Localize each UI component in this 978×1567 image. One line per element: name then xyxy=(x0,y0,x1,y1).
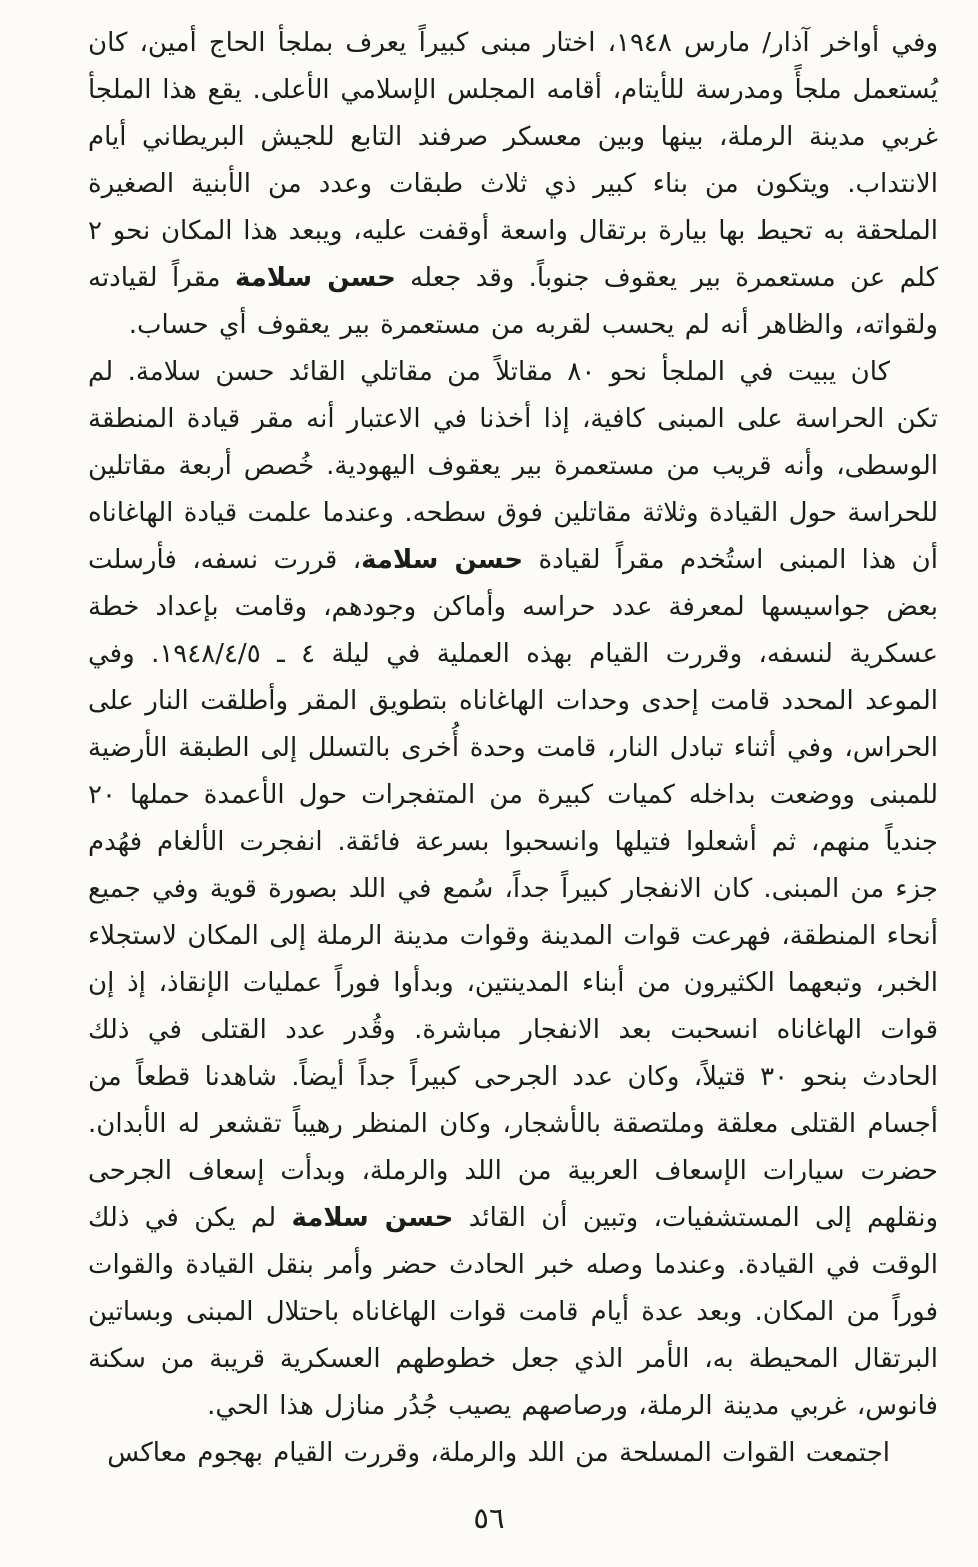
text-block xyxy=(88,20,938,1477)
text-segment: لم يكن في ذلك الوقت في القيادة. وعندما وصله خبر الحادث حضر وأمر بنقل القيادة والقوات فوراً من المكان. وبعد عدة أيام قامت قوات الهاغاناه باحتلال المبنى وبساتين البرتقال المحيطة به، الأمر الذي جعل خطوطهم العسكرية قريبة من سكنة فانوس، غربي مدينة الرملة، ورصاصهم يصيب جُدُر منازل هذا الحي. xyxy=(88,1203,938,1421)
bold-name-text: حسن سلامة xyxy=(361,545,524,575)
text-segment: اجتمعت القوات المسلحة من اللد والرملة، وقررت القيام بهجوم معاكس xyxy=(107,1438,890,1468)
text-segment: كان يبيت في الملجأ نحو ٨٠ مقاتلاً من مقاتلي القائد حسن سلامة. لم تكن الحراسة على المبنى كافية، إذا أخذنا في الاعتبار أنه مقر قيادة المنطقة الوسطى، وأنه قريب من مستعمرة بير يعقوف اليهودية. خُصص أربعة مقاتلين للحراسة حول القيادة وثلاثة مقاتلين فوق سطحه. وعندما علمت قيادة الهاغاناه أن هذا المبنى استُخدم مقراً لقيادة xyxy=(88,357,938,575)
text-segment: مقراً لقيادته ولقواته، والظاهر أنه لم يحسب لقربه من مستعمرة بير يعقوف أي حساب. xyxy=(88,263,938,340)
text-segment: وفي أواخر آذار/ مارس ١٩٤٨، اختار مبنى كبيراً يعرف بملجأ الحاج أمين، كان يُستعمل ملجأً ومدرسة للأيتام، أقامه المجلس الإسلامي الأعلى. يقع هذا الملجأ غربي مدينة الرملة، بينها وبين معسكر صرفند التابع للجيش البريطاني أيام الانتداب. ويتكون من بناء كبير ذي ثلاث طبقات وعدد من الأبنية الصغيرة الملحقة به تحيط بها بيارة برتقال واسعة أوقفت عليه، ويبعد هذا المكان نحو ٢ كلم عن مستعمرة بير يعقوف جنوباً. وقد جعله xyxy=(88,28,938,293)
page-number: ٥٦ xyxy=(473,1501,505,1535)
bold-name-text: حسن سلامة xyxy=(234,263,396,293)
paragraph xyxy=(88,349,938,1430)
text-segment: ، قررت نسفه، فأرسلت بعض جواسيسها لمعرفة عدد حراسه وأماكن وجودهم، وقامت بإعداد خطة عسكرية لنسفه، وقررت القيام بهذه العملية في ليلة ٤ ـ ١٩٤٨/٤/٥. وفي الموعد المحدد قامت إحدى وحدات الهاغاناه بتطويق المقر وأطلقت النار على الحراس، وفي أثناء تبادل النار، قامت وحدة أُخرى بالتسلل إلى الطبقة الأرضية للمبنى ووضعت بداخله كميات كبيرة من المتفجرات حول الأعمدة حملها ٢٠ جندياً منهم، ثم أشعلوا فتيلها وانسحبوا بسرعة فائقة. انفجرت الألغام فهُدم جزء من المبنى. كان الانفجار كبيراً جداً، سُمع في اللد بصورة قوية وفي جميع أنحاء المنطقة، فهرعت قوات المدينة وقوات مدينة الرملة إلى المكان لاستجلاء الخبر، وتبعهما الكثيرون من أبناء المدينتين، وبدأوا فوراً عمليات الإنقاذ، إذ إن قوات الهاغاناه انسحبت بعد الانفجار مباشرة. وقُدر عدد القتلى في ذلك الحادث بنحو ٣٠ قتيلاً، وكان عدد الجرحى كبيراً جداً أيضاً. شاهدنا قطعاً من أجسام القتلى معلقة وملتصقة بالأشجار، وكان المنظر رهيباً تقشعر له الأبدان. حضرت سيارات الإسعاف العربية من اللد والرملة، وبدأت إسعاف الجرحى ونقلهم إلى المستشفيات، وتبين أن القائد xyxy=(88,545,939,1233)
paragraph xyxy=(88,20,938,349)
paragraph xyxy=(88,1430,938,1477)
bold-name-text: حسن سلامة xyxy=(291,1203,454,1233)
